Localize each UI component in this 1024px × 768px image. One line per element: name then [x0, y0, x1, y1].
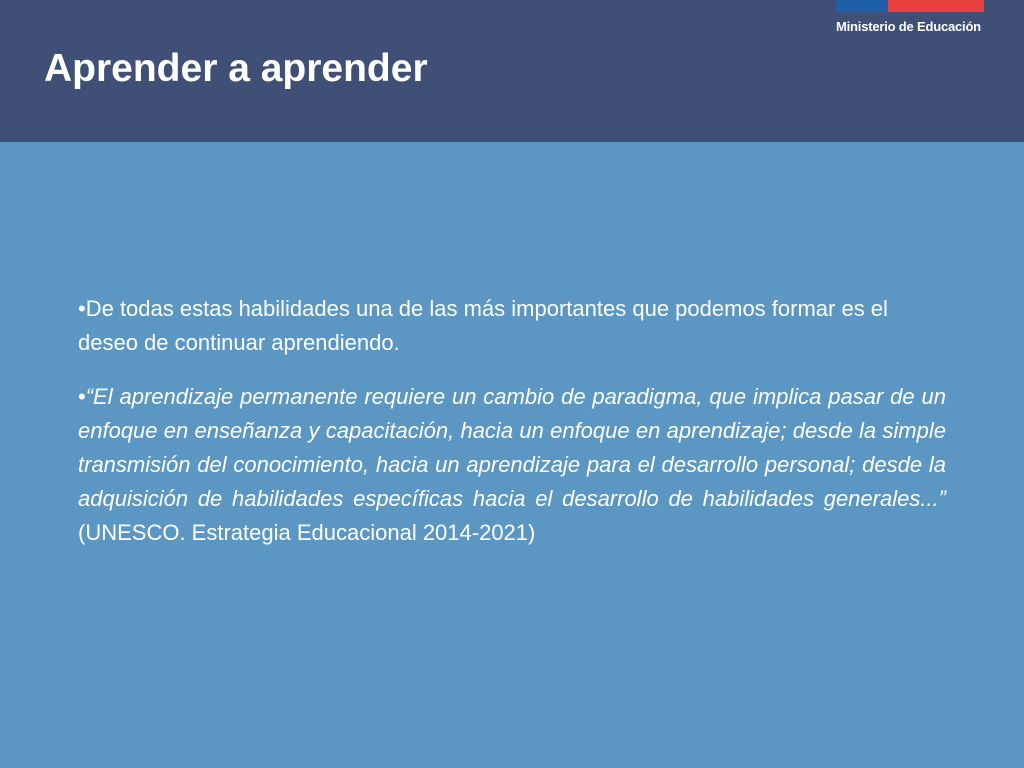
bullet-paragraph-1 [78, 292, 946, 360]
slide-title: Aprender a aprender [44, 47, 428, 90]
flag-red-segment [888, 0, 984, 12]
bullet-paragraph-2 [78, 380, 946, 550]
bullet-marker: • [78, 384, 86, 409]
chile-flag-stripe [836, 0, 984, 12]
bullet-text: De todas estas habilidades una de las más importantes que podemos formar es el deseo de continuar aprendiendo. [78, 296, 888, 355]
bullet-marker: • [78, 296, 86, 321]
header-bar [0, 0, 1024, 142]
unesco-quote: “El aprendizaje permanente requiere un cambio de paradigma, que implica pasar de un enfoque en enseñanza y capacitación, hacia un enfoque en aprendizaje; desde la simple transmisión del conocimiento, hacia un aprendizaje para el desarrollo personal; desde la adquisición de habilidades específicas hacia el desarrollo de habilidades generales...” [78, 384, 946, 511]
flag-blue-segment [836, 0, 888, 12]
ministry-logo-text: Ministerio de Educación [836, 19, 981, 34]
quote-citation: (UNESCO. Estrategia Educacional 2014-2021) [78, 520, 536, 545]
slide-body [78, 292, 946, 570]
